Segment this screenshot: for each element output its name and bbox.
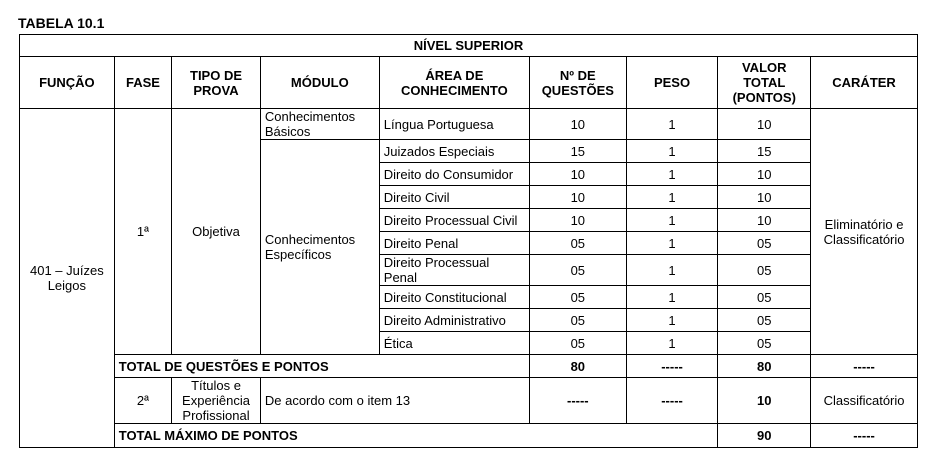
questoes-cell: 05 bbox=[529, 232, 626, 255]
area-cell: Língua Portuguesa bbox=[379, 109, 529, 140]
header-funcao: FUNÇÃO bbox=[20, 57, 115, 109]
questoes-cell: 10 bbox=[529, 209, 626, 232]
area-cell: Direito Civil bbox=[379, 186, 529, 209]
header-carater: CARÁTER bbox=[811, 57, 918, 109]
header-valor: VALOR TOTAL (PONTOS) bbox=[718, 57, 811, 109]
carater2-cell: Classificatório bbox=[811, 378, 918, 424]
table-caption: TABELA 10.1 bbox=[18, 15, 105, 31]
total-carater-value: ----- bbox=[811, 355, 918, 378]
questoes-cell: 15 bbox=[529, 140, 626, 163]
questoes-cell: 05 bbox=[529, 309, 626, 332]
area-cell: Direito Constitucional bbox=[379, 286, 529, 309]
valor-cell: 05 bbox=[718, 255, 811, 286]
area-cell: Direito Processual Penal bbox=[379, 255, 529, 286]
table-row bbox=[20, 109, 918, 140]
exam-table bbox=[19, 34, 918, 448]
total-questoes-value: 80 bbox=[529, 355, 626, 378]
questoes-cell: 05 bbox=[529, 286, 626, 309]
tipo1-cell: Objetiva bbox=[172, 109, 261, 355]
level-title: NÍVEL SUPERIOR bbox=[20, 35, 918, 57]
peso-cell: 1 bbox=[626, 332, 718, 355]
peso-cell: 1 bbox=[626, 232, 718, 255]
valor-cell: 10 bbox=[718, 109, 811, 140]
tipo2-cell: Títulos e Experiência Profissional bbox=[172, 378, 261, 424]
valor-cell: 05 bbox=[718, 232, 811, 255]
modulo-especificos-cell: Conhecimentos Específicos bbox=[260, 140, 379, 355]
carater1-cell: Eliminatório e Classificatório bbox=[811, 109, 918, 355]
total-maximo-value: 90 bbox=[718, 424, 811, 448]
modulo2-cell: De acordo com o item 13 bbox=[260, 378, 529, 424]
valor-cell: 10 bbox=[718, 186, 811, 209]
fase1-cell: 1ª bbox=[114, 109, 171, 355]
header-questoes: Nº DE QUESTÕES bbox=[529, 57, 626, 109]
questoes2-cell: ----- bbox=[529, 378, 626, 424]
total-pontos-value: 80 bbox=[718, 355, 811, 378]
header-modulo: MÓDULO bbox=[260, 57, 379, 109]
header-row bbox=[20, 57, 918, 109]
fase2-row bbox=[20, 378, 918, 424]
questoes-cell: 10 bbox=[529, 163, 626, 186]
funcao-cell: 401 – Juízes Leigos bbox=[20, 109, 115, 448]
header-area: ÁREA DE CONHECIMENTO bbox=[379, 57, 529, 109]
valor-cell: 15 bbox=[718, 140, 811, 163]
area-cell: Direito Administrativo bbox=[379, 309, 529, 332]
total-peso-value: ----- bbox=[626, 355, 718, 378]
header-fase: FASE bbox=[114, 57, 171, 109]
valor-cell: 05 bbox=[718, 309, 811, 332]
area-cell: Juizados Especiais bbox=[379, 140, 529, 163]
area-cell: Direito do Consumidor bbox=[379, 163, 529, 186]
modulo-basicos-cell: Conhecimentos Básicos bbox=[260, 109, 379, 140]
header-peso: PESO bbox=[626, 57, 718, 109]
peso-cell: 1 bbox=[626, 140, 718, 163]
area-cell: Direito Processual Civil bbox=[379, 209, 529, 232]
header-tipo: TIPO DE PROVA bbox=[172, 57, 261, 109]
peso-cell: 1 bbox=[626, 286, 718, 309]
total-questoes-label: TOTAL DE QUESTÕES E PONTOS bbox=[114, 355, 529, 378]
questoes-cell: 05 bbox=[529, 255, 626, 286]
questoes-cell: 05 bbox=[529, 332, 626, 355]
total-questoes-row bbox=[20, 355, 918, 378]
valor-cell: 10 bbox=[718, 163, 811, 186]
valor-cell: 10 bbox=[718, 209, 811, 232]
total-maximo-row bbox=[20, 424, 918, 448]
peso-cell: 1 bbox=[626, 163, 718, 186]
peso-cell: 1 bbox=[626, 309, 718, 332]
peso-cell: 1 bbox=[626, 255, 718, 286]
peso-cell: 1 bbox=[626, 109, 718, 140]
peso-cell: 1 bbox=[626, 209, 718, 232]
peso-cell: 1 bbox=[626, 186, 718, 209]
fase2-cell: 2ª bbox=[114, 378, 171, 424]
questoes-cell: 10 bbox=[529, 186, 626, 209]
valor2-cell: 10 bbox=[718, 378, 811, 424]
total-maximo-carater: ----- bbox=[811, 424, 918, 448]
area-cell: Ética bbox=[379, 332, 529, 355]
questoes-cell: 10 bbox=[529, 109, 626, 140]
peso2-cell: ----- bbox=[626, 378, 718, 424]
total-maximo-label: TOTAL MÁXIMO DE PONTOS bbox=[114, 424, 718, 448]
valor-cell: 05 bbox=[718, 332, 811, 355]
valor-cell: 05 bbox=[718, 286, 811, 309]
area-cell: Direito Penal bbox=[379, 232, 529, 255]
